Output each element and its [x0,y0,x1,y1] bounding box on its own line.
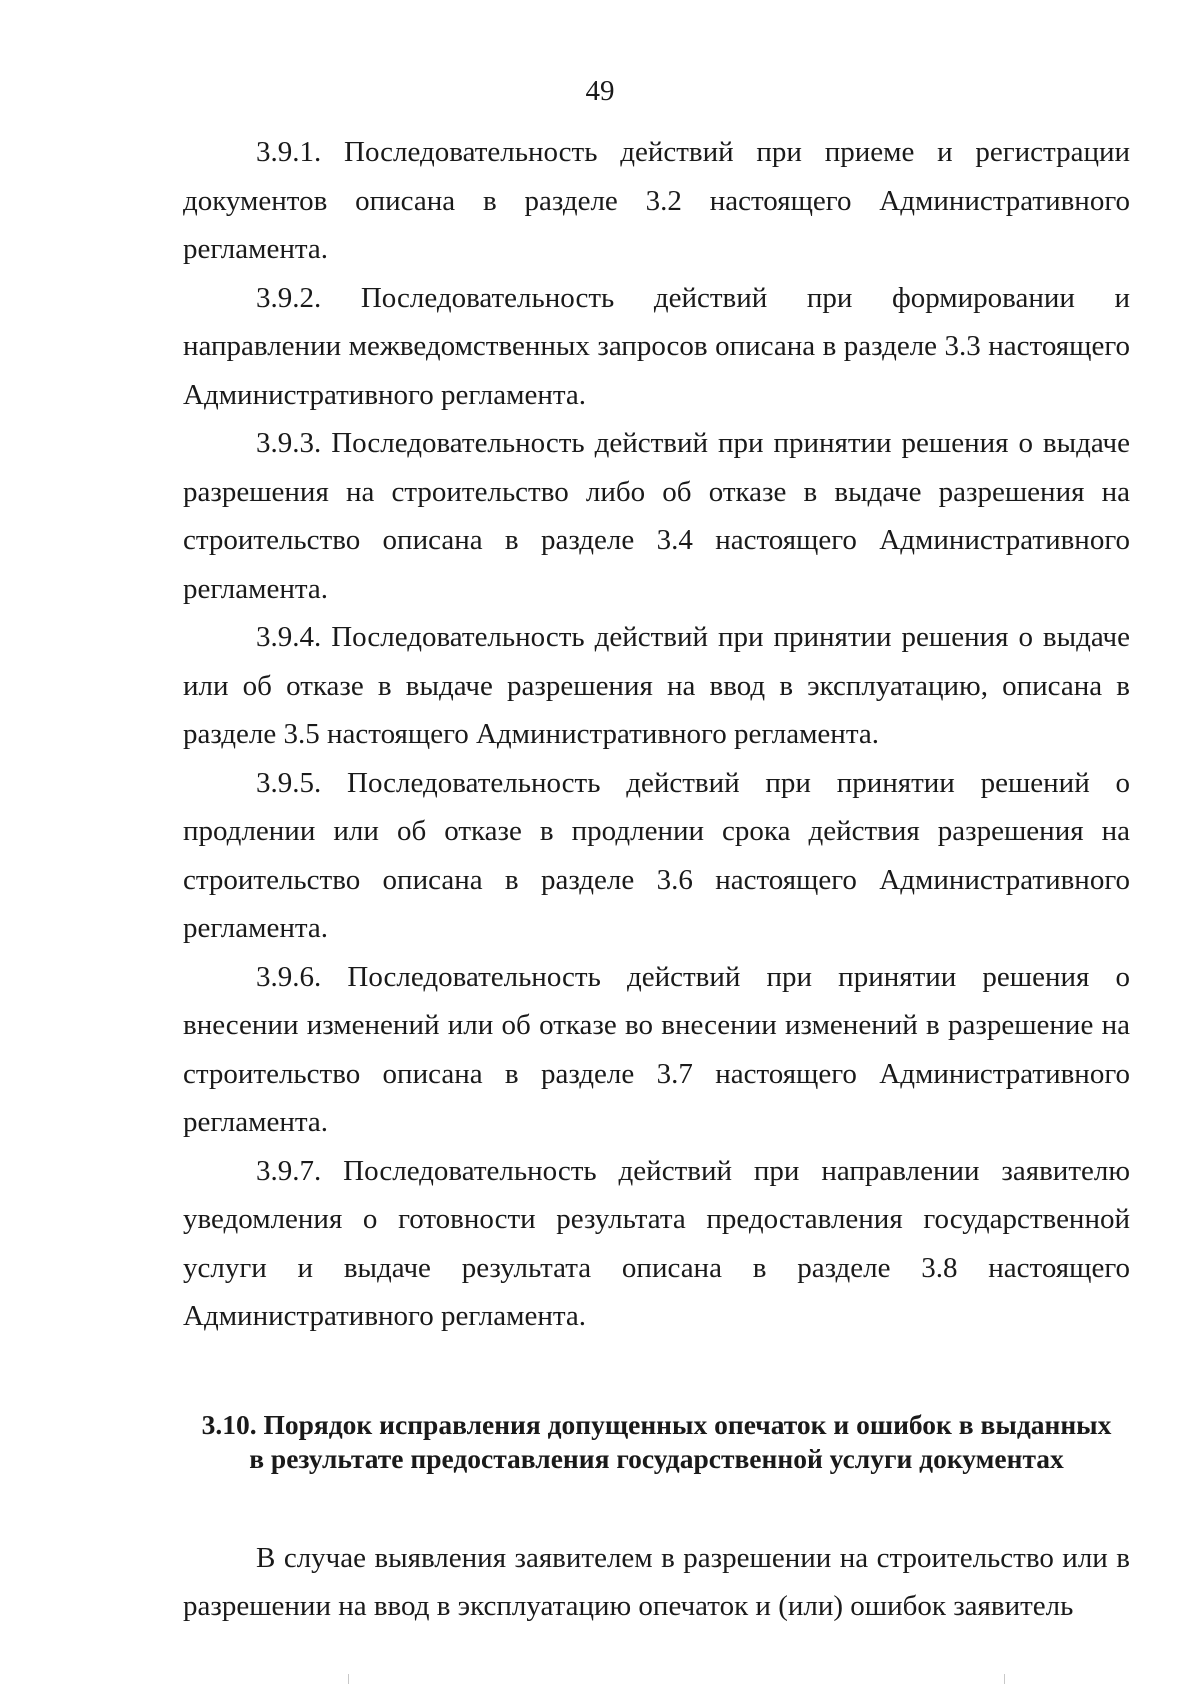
section-heading-line: в результате предоставления государственной услуги документах [249,1442,1064,1474]
section-heading-3-10 [183,1408,1130,1476]
document-body [183,128,1130,1631]
paragraph-3-10-body: В случае выявления заявителем в разрешении на строительство или в разрешении на ввод в эксплуатацию опечаток и (или) ошибок заявитель [183,1541,1130,1622]
section-heading-line: 3.10. Порядок исправления допущенных опечаток и ошибок в выданных [201,1408,1112,1440]
paragraph-3-9-6: 3.9.6. Последовательность действий при принятии решения о внесении изменений или об отказе во внесении изменений в разрешение на строительство описана в разделе 3.7 настоящего Административного регламента. [183,960,1130,1138]
paragraph-3-9-5: 3.9.5. Последовательность действий при принятии решений о продлении или об отказе в продлении срока действия разрешения на строительство описана в разделе 3.6 настоящего Административного регламента. [183,766,1130,944]
page-number: 49 [585,75,615,107]
paragraph-3-9-3: 3.9.3. Последовательность действий при принятии решения о выдаче разрешения на строительство либо об отказе в выдаче разрешения на строительство описана в разделе 3.4 настоящего Административного регламента. [183,427,1130,605]
paragraph-3-9-7: 3.9.7. Последовательность действий при направлении заявителю уведомления о готовности результата предоставления государственной услуги и выдаче результата описана в разделе 3.8 настоящего Административного регламента. [183,1154,1130,1332]
scan-artifact [1004,1674,1005,1684]
paragraph-3-9-2: 3.9.2. Последовательность действий при формировании и направлении межведомственных запросов описана в разделе 3.3 настоящего Административного регламента. [183,281,1130,411]
paragraph-3-9-4: 3.9.4. Последовательность действий при принятии решения о выдаче или об отказе в выдаче разрешения на ввод в эксплуатацию, описана в разделе 3.5 настоящего Административного регламента. [183,621,1130,750]
paragraph-3-9-1: 3.9.1. Последовательность действий при приеме и регистрации документов описана в разделе 3.2 настоящего Административного регламента. [183,136,1130,265]
scan-artifact [348,1674,349,1684]
